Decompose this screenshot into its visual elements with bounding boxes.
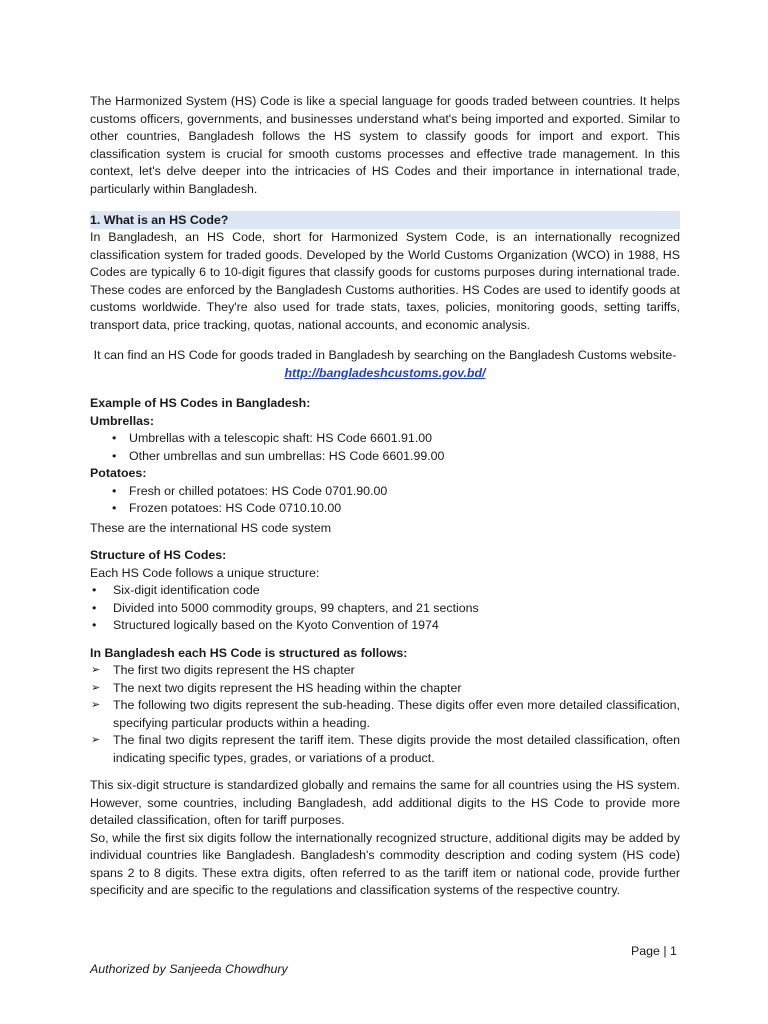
bullet-icon: • xyxy=(112,483,117,498)
find-hs-code-text: It can find an HS Code for goods traded in Bangladesh by searching on the Bangladesh Customs website- xyxy=(93,348,677,362)
list-item: • Six-digit identification code xyxy=(90,582,680,600)
bullet-icon: • xyxy=(92,600,97,615)
umbrellas-label: Umbrellas: xyxy=(90,413,155,428)
examples-heading: Example of HS Codes in Bangladesh: xyxy=(90,396,311,410)
structure-intro: Each HS Code follows a unique structure: xyxy=(90,565,320,580)
umbrellas-list xyxy=(90,430,680,465)
list-item: ➢ The next two digits represent the HS heading within the chapter xyxy=(90,680,680,698)
bullet-icon: • xyxy=(92,583,97,597)
list-item: • Frozen potatoes: HS Code 0710.10.00 xyxy=(90,500,680,518)
section-heading-what-is-hs-code: 1. What is an HS Code? xyxy=(90,211,680,229)
section1-body: In Bangladesh, an HS Code, short for Harmonized System Code, is an internationally recognized classification system for traded goods. Developed by the World Customs Organization (WCO) in 1988, HS Codes are typically 6 to 10-digit figures that classify goods for customs purposes during international trade. These codes are enforced by the Bangladesh Customs authorities. HS Codes are used to identify goods at customs worldwide. They're also used for trade stats, taxes, policies, monitoring goods, setting tariffs, transport data, price tracking, quotas, national accounts, and economic analysis. xyxy=(90,230,680,332)
list-item: • Structured logically based on the Kyoto Convention of 1974 xyxy=(90,617,680,635)
list-item: ➢ The final two digits represent the tariff item. These digits provide the most detailed classification, often indicating specific types, grades, or variations of a product. xyxy=(91,733,680,765)
potatoes-list xyxy=(90,483,680,518)
intro-paragraph: The Harmonized System (HS) Code is like a special language for goods traded between countries. It helps customs officers, governments, and businesses understand what's being imported and exported. Similar to other countries, Bangladesh follows the HS system to classify goods for import and export. This classification system is crucial for smooth customs processes and effective trade management. In this context, let's delve deeper into the intricacies of HS Codes and their importance in international trade, particularly within Bangladesh. xyxy=(90,94,680,196)
closing-paragraph-1: This six-digit structure is standardized globally and remains the same for all countries using the HS system. However, some countries, including Bangladesh, add additional digits to the HS Code to provide more detailed classification, often for tariff purposes. xyxy=(90,778,680,827)
list-item: ➢ The first two digits represent the HS chapter xyxy=(90,662,680,680)
list-item: • Fresh or chilled potatoes: HS Code 0701.90.00 xyxy=(90,483,680,501)
structure-heading: Structure of HS Codes: xyxy=(90,548,227,562)
customs-website-link[interactable]: http://bangladeshcustoms.gov.bd/ xyxy=(284,365,486,380)
list-item: • Umbrellas with a telescopic shaft: HS Code 6601.91.00 xyxy=(90,430,680,448)
bullet-icon: • xyxy=(112,431,117,445)
list-item: ➢ The following two digits represent the sub-heading. These digits offer even more detailed classification, specifying particular products within a heading. xyxy=(91,698,680,730)
bd-structure-heading: In Bangladesh each HS Code is structured as follows: xyxy=(90,645,408,660)
author-footer: Authorized by Sanjeeda Chowdhury xyxy=(90,962,288,976)
potatoes-label: Potatoes: xyxy=(90,466,147,480)
bullet-icon: • xyxy=(112,501,117,515)
bullet-icon: • xyxy=(92,618,97,632)
examples-note: These are the international HS code system xyxy=(90,520,332,535)
page-number: Page | 1 xyxy=(631,944,677,958)
closing-paragraph-2: So, while the first six digits follow the internationally recognized structure, additional digits may be added by individual countries like Bangladesh. Bangladesh's commodity description and coding system (HS code) spans 2 to 8 digits. These extra digits, often referred to as the tariff item or national code, provide further specificity and are specific to the regulations and classification systems of the respective country. xyxy=(90,830,680,897)
arrow-bullet-icon: ➢ xyxy=(91,734,101,746)
page-content xyxy=(90,93,680,900)
bd-structure-list xyxy=(90,662,680,767)
arrow-bullet-icon: ➢ xyxy=(91,664,101,676)
list-item: • Divided into 5000 commodity groups, 99 chapters, and 21 sections xyxy=(90,600,680,618)
list-item: • Other umbrellas and sun umbrellas: HS Code 6601.99.00 xyxy=(90,448,680,466)
arrow-bullet-icon: ➢ xyxy=(91,699,101,711)
arrow-bullet-icon: ➢ xyxy=(91,681,101,694)
bullet-icon: • xyxy=(112,448,117,463)
structure-list xyxy=(90,582,680,635)
